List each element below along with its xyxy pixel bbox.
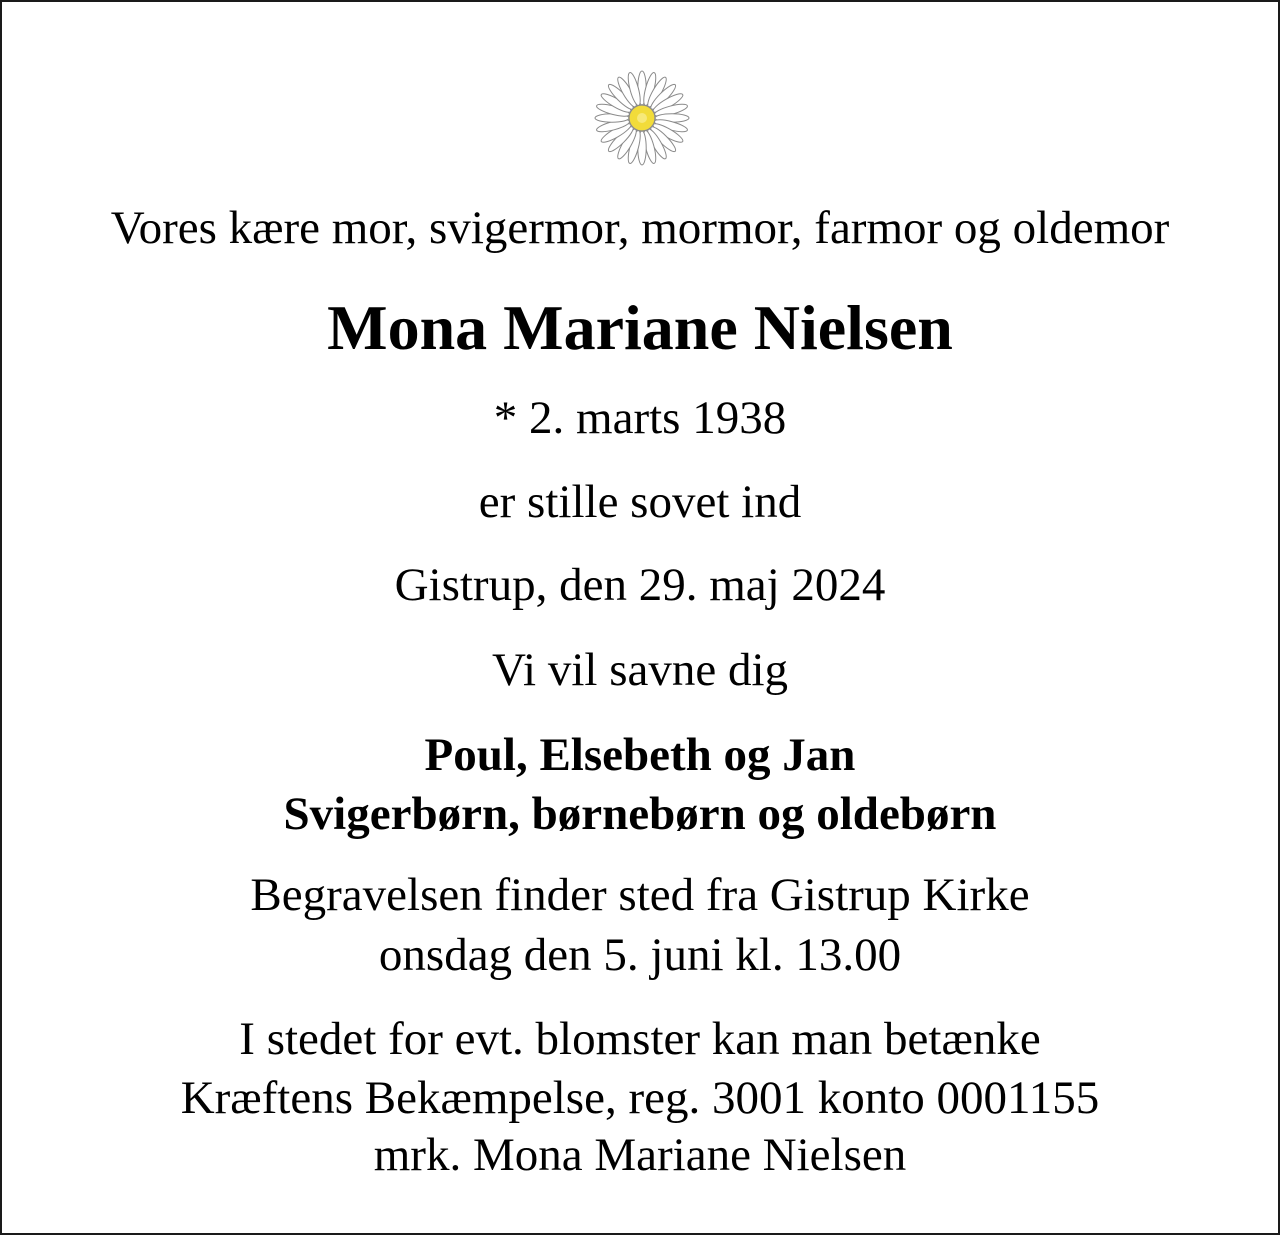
daisy-icon: [592, 68, 692, 168]
place-and-date: Gistrup, den 29. maj 2024: [394, 559, 886, 611]
donation-intro: I stedet for evt. blomster kan man betænke: [239, 1013, 1041, 1065]
donation-marking: mrk. Mona Mariane Nielsen: [373, 1129, 907, 1181]
passing-text: er stille sovet ind: [478, 476, 802, 528]
family-relatives: Svigerbørn, børnebørn og oldebørn: [283, 788, 997, 840]
birth-date: * 2. marts 1938: [493, 392, 787, 444]
intro-text: Vores kære mor, svigermor, mormor, farmor og oldemor: [110, 202, 1170, 254]
farewell-text: Vi vil savne dig: [491, 644, 789, 696]
funeral-time: onsdag den 5. juni kl. 13.00: [378, 929, 902, 981]
family-names: Poul, Elsebeth og Jan: [424, 729, 856, 781]
donation-account: Kræftens Bekæmpelse, reg. 3001 konto 0001155: [180, 1072, 1100, 1124]
deceased-name: Mona Mariane Nielsen: [327, 292, 953, 363]
funeral-location: Begravelsen finder sted fra Gistrup Kirke: [250, 869, 1030, 921]
